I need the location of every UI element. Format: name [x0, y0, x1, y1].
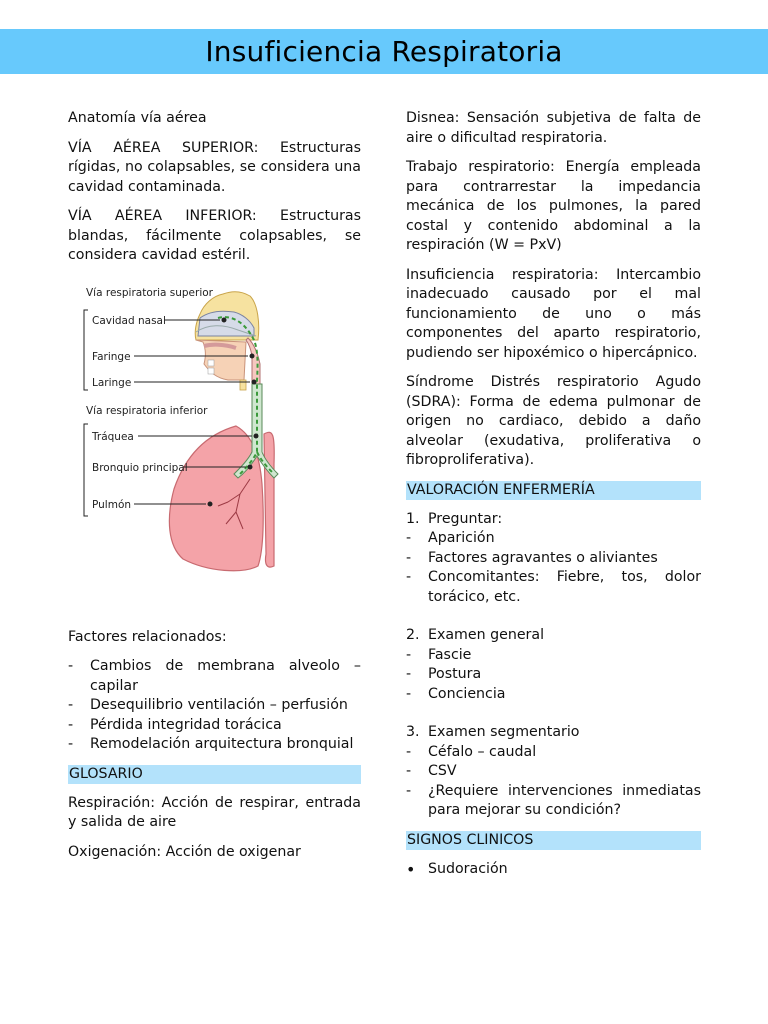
list-item: - Postura	[406, 665, 701, 685]
signos-list	[406, 860, 701, 880]
group-title	[406, 723, 701, 743]
list-item: • Sudoración	[406, 860, 701, 880]
list-item: - Remodelación arquitectura bronquial	[68, 735, 361, 755]
definition-sdra: Síndrome Distrés respiratorio Agudo (SDRA): Forma de edema pulmonar de origen no cardiaco, debido a daño alveolar (exudativa, proliferativa o fibroproliferativa).	[406, 374, 701, 468]
list-item: - Céfalo – caudal	[406, 743, 701, 763]
group-number: 1.	[406, 510, 420, 527]
title-bar	[0, 29, 768, 74]
label-bronquio-principal: Bronquio principal	[92, 461, 188, 474]
label-via-inferior: Vía respiratoria inferior	[86, 404, 208, 417]
glosario-entry: Respiración: Acción de respirar, entrada y salida de aire	[68, 794, 361, 830]
list-item: - Desequilibrio ventilación – perfusión	[68, 696, 361, 716]
group-preguntar	[406, 510, 701, 608]
right-lung-shape	[264, 432, 274, 567]
label-pulmon: Pulmón	[92, 498, 132, 511]
list-item: - CSV	[406, 762, 701, 782]
right-column	[406, 109, 701, 879]
section-header-signos: SIGNOS CLINICOS	[406, 831, 701, 850]
group-title	[406, 626, 701, 646]
list-item: - Conciencia	[406, 685, 701, 705]
list-item: - Factores agravantes o aliviantes	[406, 549, 701, 569]
group-items	[406, 529, 701, 607]
anatomy-heading: Anatomía vía aérea	[68, 110, 207, 126]
group-number: 3.	[406, 724, 420, 740]
factores-heading: Factores relacionados:	[68, 628, 227, 645]
airway-illustration	[68, 284, 361, 574]
group-title-text: Preguntar:	[428, 510, 503, 527]
definition-trabajo-respiratorio: Trabajo respiratorio: Energía empleada para contrarrestar la impedancia mecánica de los pulmones, la pared costal y contenido abdominal a la respiración (W = PxV)	[406, 159, 701, 253]
page-title: Insuficiencia Respiratoria	[205, 35, 563, 68]
definition-disnea: Disnea: Sensación subjetiva de falta de aire o dificultad respiratoria.	[406, 110, 701, 146]
section-header-glosario: GLOSARIO	[68, 765, 361, 784]
label-via-superior: Vía respiratoria superior	[86, 286, 213, 299]
list-item: - Pérdida integridad torácica	[68, 716, 361, 736]
group-title	[406, 510, 701, 530]
glosario-entry: Oxigenación: Acción de oxigenar	[68, 843, 301, 860]
list-item: - ¿Requiere intervenciones inmediatas para mejorar su condición?	[406, 782, 701, 821]
paragraph-via-inferior: VÍA AÉREA INFERIOR: Estructuras blandas, fácilmente colapsables, se considera cavidad estéril.	[68, 208, 361, 263]
list-item: - Concomitantes: Fiebre, tos, dolor torácico, etc.	[406, 568, 701, 607]
label-faringe: Faringe	[92, 350, 131, 363]
paragraph-via-superior: VÍA AÉREA SUPERIOR: Estructuras rígidas, no colapsables, se considera una cavidad contaminada.	[68, 139, 361, 195]
list-item: - Cambios de membrana alveolo – capilar	[68, 657, 361, 696]
factores-list	[68, 657, 361, 755]
left-lung-shape	[169, 426, 263, 571]
list-item: - Fascie	[406, 646, 701, 666]
section-header-valoracion: VALORACIÓN ENFERMERÍA	[406, 481, 701, 500]
group-title-text: Examen segmentario	[428, 724, 580, 740]
left-column	[68, 109, 361, 872]
group-examen-segmentario	[406, 723, 701, 821]
label-traquea: Tráquea	[92, 430, 134, 443]
group-title-text: Examen general	[428, 627, 545, 643]
label-cavidad-nasal: Cavidad nasal	[92, 314, 166, 327]
group-items	[406, 743, 701, 821]
label-laringe: Laringe	[92, 376, 132, 389]
list-item: - Aparición	[406, 529, 701, 549]
definition-insuficiencia: Insuficiencia respiratoria: Intercambio inadecuado causado por el mal funcionamiento de uno o más componentes del aparto respiratorio, pudiendo ser hipoxémico o hipercápnico.	[406, 266, 701, 361]
group-number: 2.	[406, 627, 420, 643]
airway-diagram	[68, 284, 361, 574]
group-examen-general	[406, 626, 701, 704]
group-items	[406, 646, 701, 705]
